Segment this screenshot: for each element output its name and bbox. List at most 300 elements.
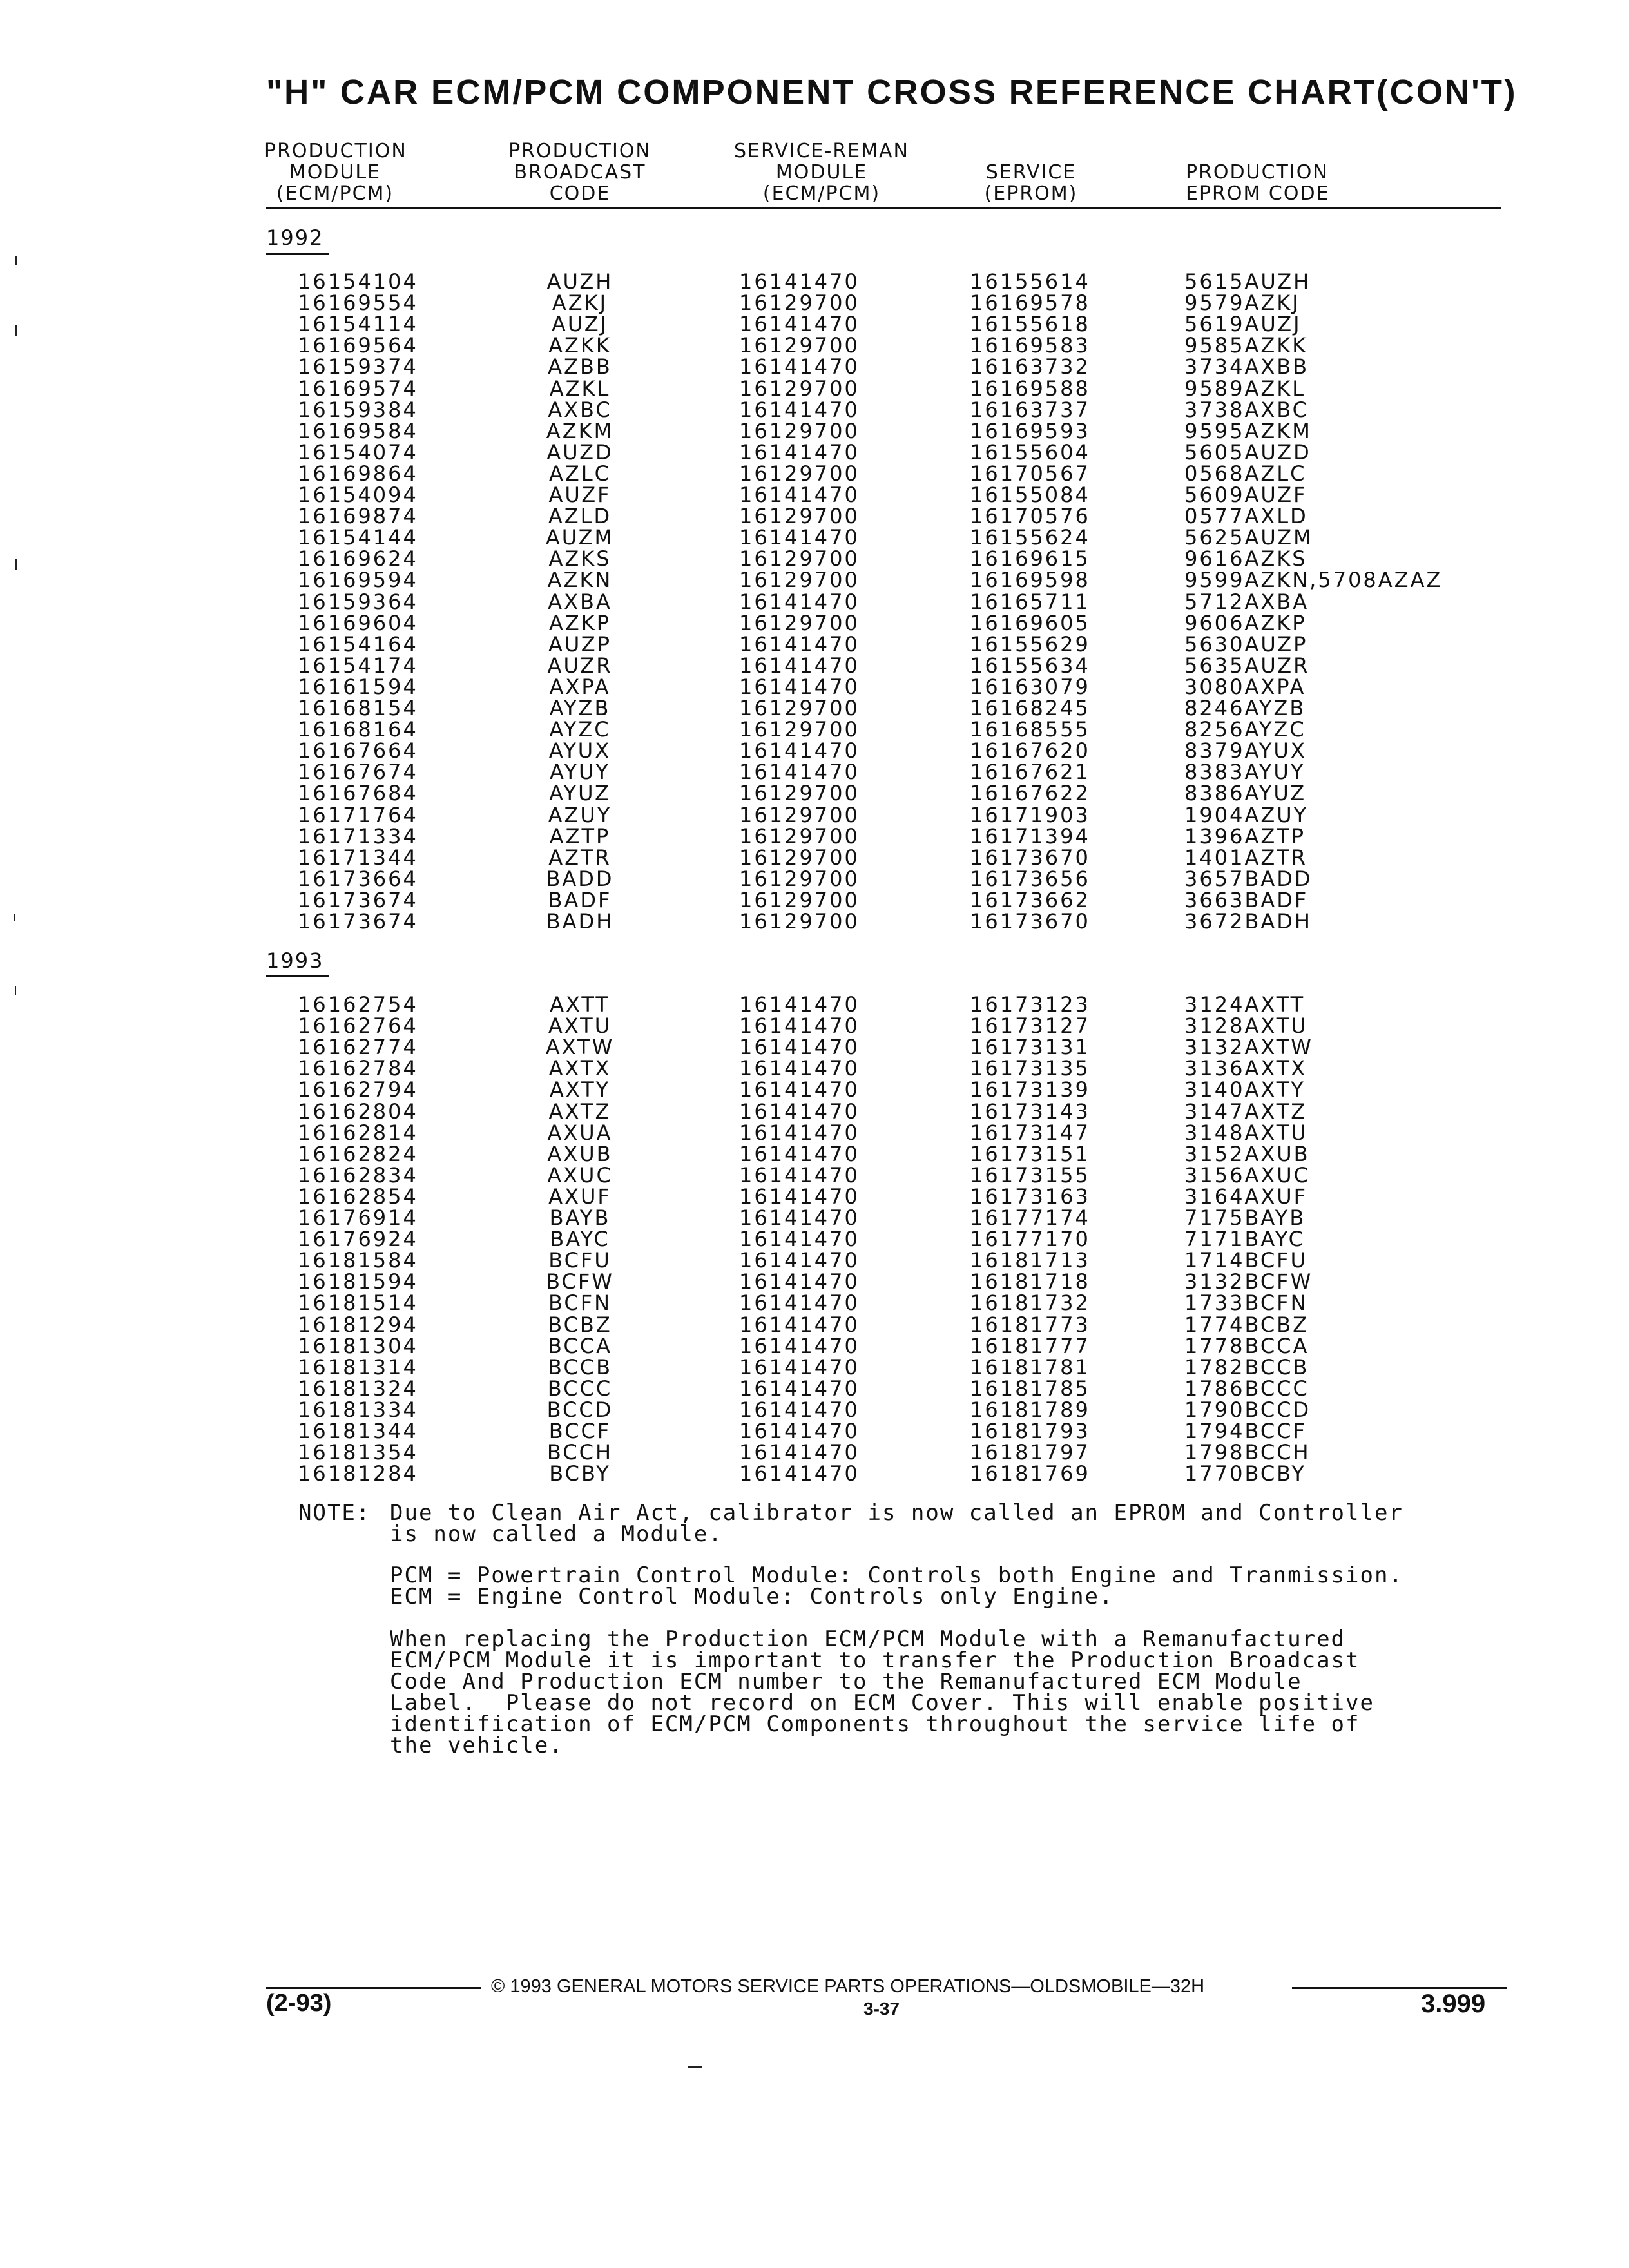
cell-service-eprom: 16173147: [970, 1120, 1090, 1145]
cell-service-reman-module: 16129700: [739, 717, 860, 742]
cell-service-eprom: 16155084: [970, 483, 1090, 507]
cell-service-eprom: 16173131: [970, 1035, 1090, 1059]
cell-eprom-code: 3140AXTY: [1184, 1077, 1306, 1102]
table-row: [0, 634, 1629, 655]
cell-service-reman-module: 16141470: [739, 738, 860, 763]
cell-service-eprom: 16173151: [970, 1142, 1090, 1166]
column-header-service-reman: SERVICE-REMAN MODULE (ECM/PCM): [734, 140, 909, 205]
cell-service-reman-module: 16141470: [739, 1056, 860, 1081]
note-label: NOTE:: [298, 1500, 371, 1526]
table-row: [0, 1250, 1629, 1271]
cell-production-module: 16181284: [298, 1461, 418, 1486]
cell-broadcast-code: AUZD: [546, 440, 613, 465]
cell-service-eprom: 16173155: [970, 1163, 1090, 1187]
cell-service-eprom: 16155618: [970, 312, 1090, 336]
cell-service-reman-module: 16141470: [739, 1120, 860, 1145]
year-heading: 1992: [266, 226, 324, 250]
cell-service-reman-module: 16141470: [739, 1269, 860, 1294]
cell-eprom-code: 9606AZKP: [1184, 611, 1307, 635]
cell-service-reman-module: 16141470: [739, 1163, 860, 1187]
cell-service-eprom: 16173670: [970, 909, 1090, 934]
cell-eprom-code: 1774BCBZ: [1184, 1312, 1309, 1337]
cell-service-reman-module: 16141470: [739, 1312, 860, 1337]
cell-broadcast-code: BCFU: [548, 1248, 612, 1273]
cell-service-eprom: 16169583: [970, 333, 1090, 358]
table-row: [0, 1015, 1629, 1037]
cell-broadcast-code: BADD: [546, 867, 614, 891]
cell-service-reman-module: 16129700: [739, 611, 860, 635]
cell-production-module: 16173674: [298, 909, 418, 934]
cell-broadcast-code: BADF: [548, 888, 612, 912]
cell-eprom-code: 1770BCBY: [1184, 1461, 1306, 1486]
table-row: [0, 1144, 1629, 1165]
cell-service-eprom: 16181732: [970, 1291, 1090, 1315]
note-paragraph-3: When replacing the Production ECM/PCM Module with a Remanufactured ECM/PCM Module it is important to transfer the Production Broadcast Code And Production ECM number to the Remanufactured ECM Module Label. Please do not record on ECM Cover. This will enable positive identification of ECM/PCM Components throughout the service life of the vehicle.: [390, 1626, 1374, 1758]
cell-broadcast-code: AUZH: [546, 269, 613, 294]
cell-service-eprom: 16181793: [970, 1419, 1090, 1443]
table-row: [0, 1165, 1629, 1186]
cell-service-eprom: 16168555: [970, 717, 1090, 742]
cell-service-eprom: 16169598: [970, 568, 1090, 592]
table-row: [0, 1101, 1629, 1122]
cell-service-eprom: 16169578: [970, 291, 1090, 315]
table-row: [0, 783, 1629, 804]
cell-production-module: 16159364: [298, 590, 418, 614]
cell-broadcast-code: AXBA: [548, 590, 612, 614]
cell-eprom-code: 3672BADH: [1184, 909, 1312, 934]
cell-eprom-code: 5630AUZP: [1184, 632, 1308, 657]
cell-production-module: 16162754: [298, 992, 418, 1017]
cell-broadcast-code: AXTU: [548, 1014, 612, 1038]
cell-production-module: 16154074: [298, 440, 418, 465]
table-row: [0, 378, 1629, 399]
table-row: [0, 548, 1629, 570]
cell-eprom-code: 1794BCCF: [1184, 1419, 1307, 1443]
cell-production-module: 16181334: [298, 1398, 418, 1422]
cell-production-module: 16181324: [298, 1376, 418, 1401]
cell-eprom-code: 5605AUZD: [1184, 440, 1311, 465]
cell-service-eprom: 16173143: [970, 1099, 1090, 1124]
cell-service-reman-module: 16141470: [739, 1376, 860, 1401]
cell-eprom-code: 0568AZLC: [1184, 461, 1307, 486]
cell-service-eprom: 16167621: [970, 760, 1090, 784]
cell-service-reman-module: 16129700: [739, 909, 860, 934]
cell-service-eprom: 16173127: [970, 1014, 1090, 1038]
cell-broadcast-code: AUZF: [548, 483, 612, 507]
cell-service-reman-module: 16141470: [739, 440, 860, 465]
cell-eprom-code: 3124AXTT: [1184, 992, 1306, 1017]
cell-eprom-code: 5712AXBA: [1184, 590, 1309, 614]
cell-broadcast-code: BCCB: [547, 1355, 613, 1379]
cell-eprom-code: 1396AZTP: [1184, 824, 1306, 849]
cell-broadcast-code: AZKP: [548, 611, 612, 635]
table-row: [0, 506, 1629, 527]
table-row: [0, 655, 1629, 677]
cell-broadcast-code: BCCA: [548, 1334, 612, 1358]
cell-broadcast-code: BCCD: [546, 1398, 613, 1422]
cell-broadcast-code: AUZM: [545, 525, 615, 550]
cell-eprom-code: 9616AZKS: [1184, 546, 1307, 571]
table-row: [0, 1207, 1629, 1229]
cell-eprom-code: 3156AXUC: [1184, 1163, 1311, 1187]
cell-service-eprom: 16155634: [970, 653, 1090, 678]
cell-service-eprom: 16168245: [970, 696, 1090, 720]
cell-broadcast-code: BCFW: [546, 1269, 614, 1294]
cell-broadcast-code: AZTP: [549, 824, 611, 849]
cell-service-eprom: 16155624: [970, 525, 1090, 550]
cell-eprom-code: 1778BCCA: [1184, 1334, 1309, 1358]
cell-eprom-code: 8379AYUX: [1184, 738, 1307, 763]
cell-service-eprom: 16173656: [970, 867, 1090, 891]
cell-service-reman-module: 16141470: [739, 760, 860, 784]
cell-production-module: 16168154: [298, 696, 418, 720]
table-row: [0, 826, 1629, 847]
cell-service-reman-module: 16141470: [739, 653, 860, 678]
cell-production-module: 16154164: [298, 632, 418, 657]
cell-production-module: 16169584: [298, 419, 418, 443]
cell-eprom-code: 8383AYUY: [1184, 760, 1306, 784]
cell-service-eprom: 16169593: [970, 419, 1090, 443]
scan-mark: [688, 2066, 702, 2068]
cell-production-module: 16154144: [298, 525, 418, 550]
table-row: [0, 314, 1629, 335]
cell-eprom-code: 9589AZKL: [1184, 376, 1306, 401]
cell-service-reman-module: 16129700: [739, 696, 860, 720]
cell-broadcast-code: AZKL: [549, 376, 611, 401]
table-row: [0, 1378, 1629, 1399]
cell-broadcast-code: AZLC: [549, 461, 611, 486]
cell-service-eprom: 16181789: [970, 1398, 1090, 1422]
cell-broadcast-code: AYUZ: [549, 781, 611, 805]
cell-broadcast-code: BCCH: [546, 1440, 613, 1465]
table-row: [0, 399, 1629, 421]
cell-broadcast-code: BCBY: [549, 1461, 611, 1486]
cell-eprom-code: 1733BCFN: [1184, 1291, 1308, 1315]
cell-production-module: 16161594: [298, 675, 418, 699]
cell-eprom-code: 1714BCFU: [1184, 1248, 1307, 1273]
cell-service-eprom: 16165711: [970, 590, 1090, 614]
table-row: [0, 740, 1629, 762]
cell-service-eprom: 16181785: [970, 1376, 1090, 1401]
cell-service-eprom: 16163737: [970, 398, 1090, 422]
cell-broadcast-code: BAYC: [550, 1227, 610, 1251]
cell-eprom-code: 3080AXPA: [1184, 675, 1306, 699]
cell-service-reman-module: 16141470: [739, 312, 860, 336]
cell-service-reman-module: 16141470: [739, 1014, 860, 1038]
cell-service-reman-module: 16129700: [739, 333, 860, 358]
cell-production-module: 16167684: [298, 781, 418, 805]
cell-production-module: 16154174: [298, 653, 418, 678]
table-row: [0, 485, 1629, 506]
table-row: [0, 719, 1629, 740]
cell-eprom-code: 0577AXLD: [1184, 504, 1308, 528]
cell-eprom-code: 9595AZKM: [1184, 419, 1312, 443]
table-row: [0, 994, 1629, 1015]
table-row: [0, 1336, 1629, 1357]
cell-service-eprom: 16167620: [970, 738, 1090, 763]
cell-service-reman-module: 16141470: [739, 675, 860, 699]
cell-service-eprom: 16177174: [970, 1206, 1090, 1230]
cell-production-module: 16162774: [298, 1035, 418, 1059]
cell-eprom-code: 1790BCCD: [1184, 1398, 1311, 1422]
year-underline: [266, 975, 329, 977]
cell-production-module: 16169594: [298, 568, 418, 592]
cell-broadcast-code: AYZC: [549, 717, 611, 742]
cell-production-module: 16169574: [298, 376, 418, 401]
cell-service-reman-module: 16141470: [739, 1334, 860, 1358]
note-paragraph-1: Due to Clean Air Act, calibrator is now called an EPROM and Controller is now called a Module.: [390, 1500, 1403, 1547]
cell-broadcast-code: BAYB: [549, 1206, 611, 1230]
cell-service-reman-module: 16141470: [739, 1461, 860, 1486]
footer-rule-right: [1292, 1987, 1507, 1989]
cell-broadcast-code: AYZB: [549, 696, 611, 720]
table-row: [0, 421, 1629, 442]
cell-production-module: 16173674: [298, 888, 418, 912]
cell-service-eprom: 16181797: [970, 1440, 1090, 1465]
year-heading: 1993: [266, 948, 324, 973]
cell-production-module: 16162814: [298, 1120, 418, 1145]
year-underline: [266, 253, 329, 255]
cell-service-eprom: 16169605: [970, 611, 1090, 635]
cell-service-reman-module: 16129700: [739, 419, 860, 443]
cell-service-eprom: 16155604: [970, 440, 1090, 465]
cell-service-eprom: 16181769: [970, 1461, 1090, 1486]
table-row: [0, 762, 1629, 783]
cell-service-reman-module: 16129700: [739, 824, 860, 849]
table-row: [0, 1442, 1629, 1463]
cell-service-eprom: 16181713: [970, 1248, 1090, 1273]
table-row: [0, 1463, 1629, 1485]
cell-production-module: 16181314: [298, 1355, 418, 1379]
table-row: [0, 1421, 1629, 1442]
cell-service-eprom: 16169588: [970, 376, 1090, 401]
cell-eprom-code: 1786BCCC: [1184, 1376, 1309, 1401]
cell-service-reman-module: 16141470: [739, 525, 860, 550]
footer-copyright: © 1993 GENERAL MOTORS SERVICE PARTS OPERATIONS—OLDSMOBILE—32H: [491, 1976, 1205, 1997]
margin-mark: [14, 914, 15, 921]
cell-eprom-code: 9579AZKJ: [1184, 291, 1300, 315]
cell-production-module: 16181584: [298, 1248, 418, 1273]
cell-broadcast-code: BADH: [546, 909, 614, 934]
cell-service-eprom: 16170576: [970, 504, 1090, 528]
cell-broadcast-code: AUZR: [547, 653, 613, 678]
cell-service-eprom: 16173163: [970, 1184, 1090, 1209]
column-header-eprom-code: PRODUCTION EPROM CODE: [1186, 161, 1330, 205]
cell-broadcast-code: AZKJ: [552, 291, 608, 315]
cell-production-module: 16162824: [298, 1142, 418, 1166]
cell-service-eprom: 16173670: [970, 845, 1090, 870]
cell-production-module: 16169624: [298, 546, 418, 571]
cell-production-module: 16167674: [298, 760, 418, 784]
cell-eprom-code: 8246AYZB: [1184, 696, 1306, 720]
column-header-broadcast-code: PRODUCTION BROADCAST CODE: [508, 140, 651, 205]
cell-production-module: 16169874: [298, 504, 418, 528]
cell-service-reman-module: 16129700: [739, 888, 860, 912]
cell-service-reman-module: 16129700: [739, 568, 860, 592]
cell-broadcast-code: AXUA: [547, 1120, 613, 1145]
cell-service-reman-module: 16129700: [739, 291, 860, 315]
cell-eprom-code: 5625AUZM: [1184, 525, 1313, 550]
cell-eprom-code: 3734AXBB: [1184, 354, 1309, 379]
cell-service-eprom: 16177170: [970, 1227, 1090, 1251]
cell-production-module: 16162794: [298, 1077, 418, 1102]
cell-broadcast-code: BCCF: [548, 1419, 612, 1443]
cell-production-module: 16168164: [298, 717, 418, 742]
cell-broadcast-code: AXTX: [548, 1056, 612, 1081]
cell-service-reman-module: 16141470: [739, 1248, 860, 1273]
cell-service-reman-module: 16141470: [739, 269, 860, 294]
cell-service-eprom: 16173123: [970, 992, 1090, 1017]
cell-production-module: 16173664: [298, 867, 418, 891]
table-row: [0, 847, 1629, 869]
cell-eprom-code: 9599AZKN,5708AZAZ: [1184, 568, 1443, 592]
table-row: [0, 570, 1629, 591]
margin-mark: [15, 325, 17, 336]
footer-date: (2-93): [266, 1990, 332, 2017]
cell-service-reman-module: 16129700: [739, 376, 860, 401]
cell-service-reman-module: 16129700: [739, 803, 860, 827]
cell-service-reman-module: 16141470: [739, 1419, 860, 1443]
cell-service-reman-module: 16141470: [739, 1227, 860, 1251]
cell-production-module: 16154114: [298, 312, 418, 336]
cell-eprom-code: 1798BCCH: [1184, 1440, 1311, 1465]
cell-service-reman-module: 16141470: [739, 354, 860, 379]
cell-eprom-code: 3152AXUB: [1184, 1142, 1310, 1166]
cell-broadcast-code: AZUY: [548, 803, 612, 827]
cell-eprom-code: 5609AUZF: [1184, 483, 1307, 507]
cell-broadcast-code: AZLD: [548, 504, 612, 528]
cell-broadcast-code: AZKS: [548, 546, 612, 571]
table-row: [0, 1037, 1629, 1058]
cell-service-eprom: 16155614: [970, 269, 1090, 294]
cell-service-eprom: 16163732: [970, 354, 1090, 379]
table-row: [0, 591, 1629, 613]
table-row: [0, 1186, 1629, 1207]
cell-production-module: 16181594: [298, 1269, 418, 1294]
cell-service-eprom: 16170567: [970, 461, 1090, 486]
cell-broadcast-code: AXPA: [549, 675, 611, 699]
cell-broadcast-code: AYUX: [548, 738, 612, 763]
cell-service-reman-module: 16141470: [739, 483, 860, 507]
margin-mark: [15, 256, 17, 265]
header-rule: [266, 207, 1501, 209]
cell-service-reman-module: 16141470: [739, 992, 860, 1017]
cell-eprom-code: 1401AZTR: [1184, 845, 1308, 870]
table-row: [0, 1058, 1629, 1079]
cell-service-eprom: 16163079: [970, 675, 1090, 699]
cell-service-eprom: 16173135: [970, 1056, 1090, 1081]
cell-broadcast-code: AXUC: [547, 1163, 613, 1187]
table-row: [0, 869, 1629, 890]
table-row: [0, 698, 1629, 719]
cell-service-eprom: 16155629: [970, 632, 1090, 657]
table-row: [0, 293, 1629, 314]
cell-eprom-code: 3663BADF: [1184, 888, 1309, 912]
table-row: [0, 356, 1629, 378]
cell-service-reman-module: 16141470: [739, 1440, 860, 1465]
cell-service-eprom: 16169615: [970, 546, 1090, 571]
table-row: [0, 1314, 1629, 1336]
cell-production-module: 16169554: [298, 291, 418, 315]
cell-service-reman-module: 16129700: [739, 504, 860, 528]
cell-eprom-code: 1904AZUY: [1184, 803, 1309, 827]
cell-broadcast-code: AXTY: [549, 1077, 611, 1102]
cell-broadcast-code: AXUB: [547, 1142, 613, 1166]
cell-production-module: 16169604: [298, 611, 418, 635]
cell-production-module: 16171764: [298, 803, 418, 827]
cell-broadcast-code: BCCC: [547, 1376, 613, 1401]
cell-eprom-code: 3128AXTU: [1184, 1014, 1308, 1038]
cell-broadcast-code: AXTT: [550, 992, 610, 1017]
cell-production-module: 16159384: [298, 398, 418, 422]
cell-production-module: 16162764: [298, 1014, 418, 1038]
table-row: [0, 677, 1629, 698]
table-row: [0, 1271, 1629, 1293]
cell-service-reman-module: 16141470: [739, 590, 860, 614]
cell-broadcast-code: BCFN: [548, 1291, 612, 1315]
cell-service-eprom: 16167622: [970, 781, 1090, 805]
cell-production-module: 16176924: [298, 1227, 418, 1251]
cell-service-reman-module: 16129700: [739, 867, 860, 891]
cell-eprom-code: 3164AXUF: [1184, 1184, 1308, 1209]
page-title: "H" CAR ECM/PCM COMPONENT CROSS REFERENCE CHART(CON'T): [266, 73, 1518, 111]
table-row: [0, 1399, 1629, 1421]
table-row: [0, 442, 1629, 463]
table-row: [0, 335, 1629, 356]
cell-eprom-code: 3132AXTW: [1184, 1035, 1313, 1059]
cell-broadcast-code: AZKN: [547, 568, 613, 592]
cell-production-module: 16181304: [298, 1334, 418, 1358]
cell-service-eprom: 16173139: [970, 1077, 1090, 1102]
cell-service-reman-module: 16141470: [739, 1398, 860, 1422]
footer-page-number: 3-37: [863, 1999, 900, 2019]
cell-production-module: 16167664: [298, 738, 418, 763]
cell-production-module: 16181514: [298, 1291, 418, 1315]
cell-eprom-code: 9585AZKK: [1184, 333, 1308, 358]
cell-service-reman-module: 16141470: [739, 398, 860, 422]
footer-section-number: 3.999: [1421, 1990, 1486, 2018]
cell-broadcast-code: AUZP: [548, 632, 612, 657]
cell-broadcast-code: AXTZ: [548, 1099, 612, 1124]
cell-service-reman-module: 16129700: [739, 781, 860, 805]
cell-broadcast-code: AXBC: [548, 398, 612, 422]
cell-service-reman-module: 16129700: [739, 461, 860, 486]
table-row: [0, 613, 1629, 634]
margin-mark: [15, 986, 16, 995]
cell-service-reman-module: 16141470: [739, 1206, 860, 1230]
cell-eprom-code: 1782BCCB: [1184, 1355, 1309, 1379]
cell-production-module: 16169864: [298, 461, 418, 486]
margin-mark: [15, 559, 17, 570]
cell-broadcast-code: BCBZ: [548, 1312, 612, 1337]
cell-production-module: 16162854: [298, 1184, 418, 1209]
cell-service-reman-module: 16129700: [739, 546, 860, 571]
cell-production-module: 16171344: [298, 845, 418, 870]
cell-eprom-code: 3148AXTU: [1184, 1120, 1308, 1145]
cell-production-module: 16169564: [298, 333, 418, 358]
cell-service-reman-module: 16141470: [739, 1077, 860, 1102]
cell-service-reman-module: 16141470: [739, 1291, 860, 1315]
cell-service-reman-module: 16141470: [739, 632, 860, 657]
cell-production-module: 16162804: [298, 1099, 418, 1124]
cell-eprom-code: 5635AUZR: [1184, 653, 1310, 678]
table-row: [0, 890, 1629, 911]
table-row: [0, 805, 1629, 826]
cell-broadcast-code: AZKM: [546, 419, 614, 443]
table-row: [0, 1229, 1629, 1250]
table-row: [0, 463, 1629, 485]
cell-service-reman-module: 16129700: [739, 845, 860, 870]
